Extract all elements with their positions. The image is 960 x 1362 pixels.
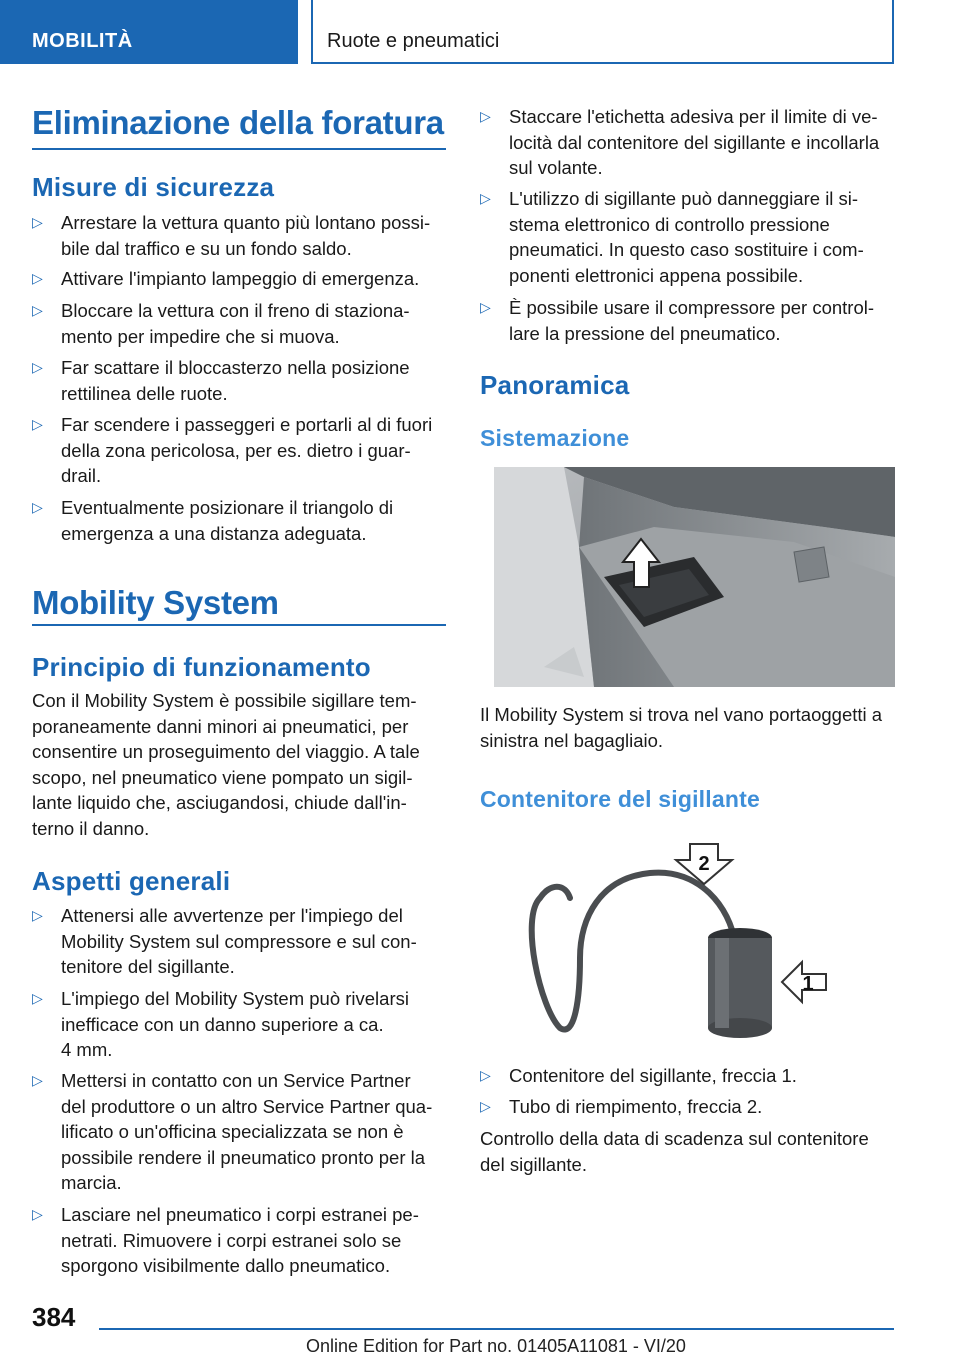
paragraph-principio: Con il Mobility System è possibile sigillare tem- poraneamente danni minori ai pneumatici, per consentire un proseguimento del viaggio. A tale scopo, nel pneumatico viene pompato un sigil- lante liquido che, asciugandosi, chiude dall'in- terno il danno. (32, 690, 420, 839)
heading-aspetti-generali: Aspetti generali (32, 866, 231, 896)
bullet-marker-icon: ▷ (480, 190, 491, 206)
bullet-marker-icon: ▷ (32, 416, 43, 432)
heading-principio-funzionamento: Principio di funzionamento (32, 652, 371, 682)
bullet-marker-icon: ▷ (480, 1098, 491, 1114)
heading-eliminazione-foratura: Eliminazione della foratura (32, 104, 444, 141)
heading-mobility-system: Mobility System (32, 584, 279, 621)
heading-misure-sicurezza: Misure di sicurezza (32, 172, 275, 202)
sealant-container-diagram (520, 838, 832, 1038)
footer-rule (99, 1328, 894, 1330)
page-number: 384 (32, 1302, 76, 1332)
bullet-marker-icon: ▷ (32, 214, 43, 230)
bullet-marker-icon: ▷ (32, 359, 43, 375)
bullet-marker-icon: ▷ (480, 1067, 491, 1083)
header-chapter-label: Ruote e pneumatici (327, 30, 500, 52)
bullet-marker-icon: ▷ (32, 990, 43, 1006)
header-section-tab (0, 0, 298, 64)
trunk-compartment-image (494, 467, 895, 687)
heading-sistemazione: Sistemazione (480, 425, 630, 451)
heading-rule (32, 624, 446, 626)
bullet-marker-icon: ▷ (480, 108, 491, 124)
bullet-marker-icon: ▷ (32, 302, 43, 318)
header-section-label: MOBILITÀ (32, 30, 133, 52)
paragraph-scadenza: Controllo della data di scadenza sul contenitore del sigillante. (480, 1128, 869, 1175)
diagram-label-2: 2 (698, 853, 710, 875)
header-chapter-box (311, 0, 894, 64)
heading-rule (32, 148, 446, 150)
bullet-marker-icon: ▷ (32, 907, 43, 923)
bullet-marker-icon: ▷ (32, 499, 43, 515)
bullet-marker-icon: ▷ (32, 270, 43, 286)
heading-contenitore-sigillante: Contenitore del sigillante (480, 786, 760, 812)
bullet-marker-icon: ▷ (32, 1206, 43, 1222)
bullet-marker-icon: ▷ (480, 299, 491, 315)
heading-panoramica: Panoramica (480, 370, 630, 400)
paragraph-sistemazione: Il Mobility System si trova nel vano portaoggetti a sinistra nel bagagliaio. (480, 704, 883, 751)
bullet-marker-icon: ▷ (32, 1072, 43, 1088)
footer-edition: Online Edition for Part no. 01405A11081 - VI/20 (306, 1336, 686, 1356)
diagram-label-1: 1 (802, 973, 814, 995)
